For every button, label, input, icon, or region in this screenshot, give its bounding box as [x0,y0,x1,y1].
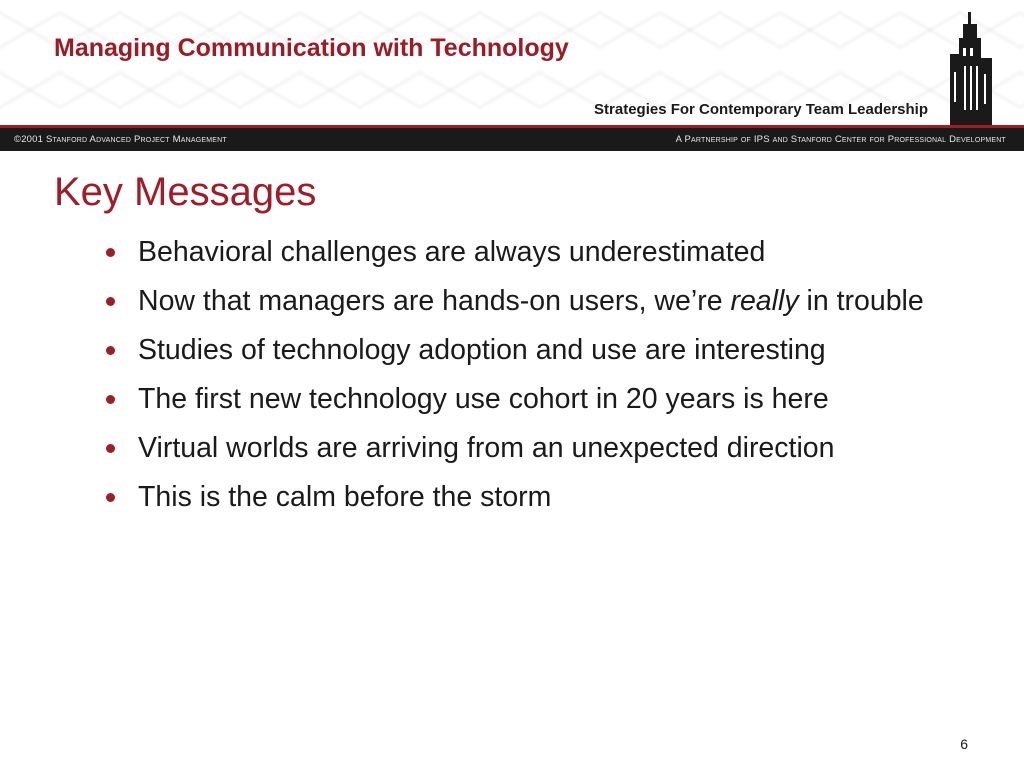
bullet-dot-icon [106,297,115,306]
slide-heading: Key Messages [54,170,317,214]
bullet-dot-icon [106,395,115,404]
bullet-item [104,232,994,273]
page-subtitle: Strategies For Contemporary Team Leadership [594,101,928,118]
partnership-text: A Partnership of IPS and Stanford Center for Professional Development [675,134,1006,145]
bullet-text: The first new technology use cohort in 20 years is here [138,383,829,415]
bullet-emphasis: really [730,285,799,317]
bullet-item [104,477,994,518]
bullet-item [104,330,994,371]
bullet-item [104,379,994,420]
copyright-text: ©2001 Stanford Advanced Project Management [14,134,227,145]
page-number: 6 [960,736,968,752]
bullet-dot-icon [106,493,115,502]
footer-banner [0,128,1024,151]
page-title: Managing Communication with Technology [54,34,569,62]
bullet-list [104,232,994,526]
bullet-dot-icon [106,346,115,355]
bullet-text: This is the calm before the storm [138,481,552,513]
bullet-dot-icon [106,248,115,257]
hoover-tower-icon [948,10,994,128]
bullet-item [104,428,994,469]
bullet-text: Behavioral challenges are always underestimated [138,236,766,268]
bullet-item [104,281,994,322]
bullet-text: Virtual worlds are arriving from an unexpected direction [138,432,835,464]
bullet-text-start: Now that managers are hands-on users, we’re [138,285,731,317]
bullet-text-end: in trouble [798,285,924,317]
bullet-dot-icon [106,444,115,453]
bullet-text: Studies of technology adoption and use are interesting [138,334,826,366]
